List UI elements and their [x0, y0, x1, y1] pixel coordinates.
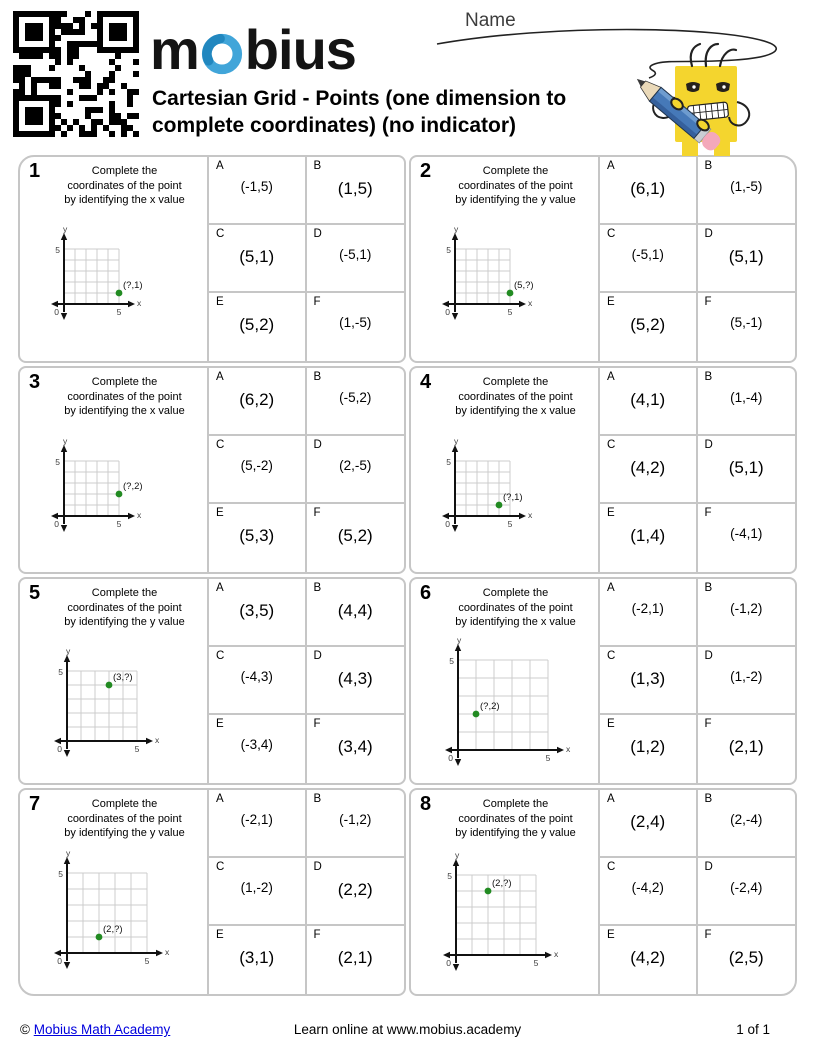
- option-value: (1,2): [630, 737, 666, 756]
- answer-option-e[interactable]: [209, 504, 307, 572]
- answer-option-c[interactable]: [600, 225, 698, 293]
- option-letter: C: [607, 228, 616, 240]
- option-value: (5,2): [337, 526, 373, 545]
- answer-option-f[interactable]: [698, 926, 796, 994]
- problem-number: 5: [29, 582, 41, 604]
- svg-text:(?,1): (?,1): [503, 492, 523, 503]
- option-value: (5,-2): [240, 458, 273, 473]
- answer-option-c[interactable]: [600, 858, 698, 926]
- answer-option-f[interactable]: [307, 504, 405, 572]
- option-letter: C: [607, 650, 616, 662]
- option-value: (2,-5): [339, 458, 372, 473]
- answer-grid: [207, 790, 404, 994]
- answer-option-b[interactable]: [698, 157, 796, 225]
- answer-option-b[interactable]: [307, 790, 405, 858]
- mascot-hair: [691, 44, 736, 66]
- answer-option-a[interactable]: [209, 368, 307, 436]
- svg-text:x: x: [165, 947, 170, 957]
- answer-option-b[interactable]: [698, 790, 796, 858]
- name-label: Name: [465, 10, 516, 31]
- logo-text-m: m: [150, 18, 199, 81]
- answer-option-e[interactable]: [600, 926, 698, 994]
- name-line: [437, 30, 776, 79]
- option-value: (-1,2): [730, 601, 763, 616]
- option-value: (-4,1): [730, 526, 763, 541]
- answer-grid: [207, 368, 404, 572]
- option-letter: F: [704, 929, 712, 941]
- svg-text:5: 5: [58, 667, 63, 677]
- option-value: (2,1): [337, 948, 373, 967]
- option-value: (4,3): [337, 669, 373, 688]
- problem-5: [18, 577, 406, 785]
- problem-number: 7: [29, 793, 41, 815]
- answer-option-a[interactable]: [600, 157, 698, 225]
- option-letter: E: [216, 929, 224, 941]
- option-value: (1,-5): [339, 315, 372, 330]
- option-letter: D: [704, 861, 713, 873]
- coordinate-grid: [51, 848, 193, 978]
- answer-option-d[interactable]: [307, 858, 405, 926]
- option-letter: F: [313, 718, 321, 730]
- option-value: (1,4): [630, 526, 666, 545]
- svg-text:y: y: [66, 646, 71, 656]
- svg-text:(5,?): (5,?): [514, 280, 534, 291]
- svg-text:0: 0: [445, 519, 450, 529]
- option-value: (-5,1): [339, 247, 372, 262]
- option-letter: D: [704, 650, 713, 662]
- problem-instruction: Complete the coordinates of the point by identifying the x value: [64, 165, 185, 207]
- option-value: (5,2): [630, 315, 666, 334]
- option-value: (1,-2): [730, 669, 763, 684]
- option-letter: C: [607, 439, 616, 451]
- option-value: (3,4): [337, 737, 373, 756]
- svg-text:5: 5: [116, 307, 122, 317]
- option-value: (-4,3): [240, 669, 273, 684]
- svg-text:y: y: [454, 436, 459, 446]
- svg-text:0: 0: [54, 519, 59, 529]
- answer-option-d[interactable]: [698, 436, 796, 504]
- svg-text:5: 5: [507, 307, 513, 317]
- option-value: (-3,4): [240, 737, 273, 752]
- answer-option-f[interactable]: [307, 293, 405, 361]
- logo-o-icon: [200, 32, 244, 76]
- problem-instruction: Complete the coordinates of the point by identifying the x value: [455, 376, 576, 418]
- option-value: (4,2): [630, 948, 666, 967]
- svg-text:5: 5: [55, 457, 60, 467]
- option-value: (-2,1): [240, 812, 273, 827]
- answer-option-f[interactable]: [307, 715, 405, 783]
- problems-grid: [18, 155, 797, 996]
- option-value: (-4,2): [631, 880, 664, 895]
- title-line-2: complete coordinates) (no indicator): [152, 113, 517, 137]
- option-value: (-1,5): [240, 179, 273, 194]
- option-value: (3,1): [239, 948, 275, 967]
- option-letter: B: [313, 793, 322, 805]
- problem-number: 8: [420, 793, 432, 815]
- option-letter: B: [704, 582, 713, 594]
- svg-text:0: 0: [446, 958, 451, 968]
- problem-7: [18, 788, 406, 996]
- option-letter: B: [704, 371, 713, 383]
- svg-text:x: x: [528, 510, 533, 520]
- answer-option-c[interactable]: [209, 436, 307, 504]
- option-letter: A: [216, 160, 224, 172]
- coordinate-grid: [439, 436, 556, 541]
- option-value: (6,1): [630, 179, 666, 198]
- mascot-mouth: [687, 102, 728, 121]
- svg-text:(?,2): (?,2): [480, 701, 500, 712]
- coordinate-grid: [440, 850, 582, 980]
- answer-grid: [207, 579, 404, 783]
- option-letter: E: [216, 718, 224, 730]
- answer-option-c[interactable]: [209, 647, 307, 715]
- mobius-logo: [150, 18, 356, 81]
- question-area: [20, 368, 207, 572]
- answer-option-e[interactable]: [600, 715, 698, 783]
- answer-option-d[interactable]: [307, 647, 405, 715]
- page-footer: [0, 1022, 815, 1044]
- coordinate-grid: [439, 224, 556, 329]
- logo-text-bius: bius: [244, 18, 356, 81]
- svg-text:5: 5: [447, 871, 452, 881]
- option-letter: C: [607, 861, 616, 873]
- svg-text:0: 0: [445, 307, 450, 317]
- qr-code: [10, 8, 142, 140]
- answer-option-e[interactable]: [600, 293, 698, 361]
- problem-4: [409, 366, 797, 574]
- option-letter: A: [216, 371, 224, 383]
- answer-option-b[interactable]: [698, 579, 796, 647]
- page-number: 1 of 1: [736, 1022, 770, 1037]
- option-value: (4,2): [630, 458, 666, 477]
- svg-text:y: y: [63, 224, 68, 234]
- option-value: (5,1): [728, 458, 764, 477]
- answer-option-e[interactable]: [209, 926, 307, 994]
- option-letter: B: [313, 582, 322, 594]
- svg-text:y: y: [455, 850, 460, 860]
- option-letter: B: [313, 160, 322, 172]
- option-letter: A: [607, 793, 615, 805]
- answer-option-d[interactable]: [307, 225, 405, 293]
- svg-text:x: x: [554, 949, 559, 959]
- option-value: (5,2): [239, 315, 275, 334]
- option-value: (-5,2): [339, 390, 372, 405]
- problem-instruction: Complete the coordinates of the point by identifying the y value: [64, 587, 185, 629]
- answer-option-c[interactable]: [209, 858, 307, 926]
- svg-text:5: 5: [55, 245, 60, 255]
- option-letter: F: [313, 296, 321, 308]
- option-value: (-2,1): [631, 601, 664, 616]
- answer-option-d[interactable]: [698, 225, 796, 293]
- option-letter: E: [216, 507, 224, 519]
- answer-grid: [598, 157, 795, 361]
- svg-text:0: 0: [57, 956, 62, 966]
- svg-text:5: 5: [58, 869, 63, 879]
- option-letter: F: [704, 718, 712, 730]
- option-value: (2,4): [630, 812, 666, 831]
- question-area: [411, 368, 598, 572]
- answer-option-b[interactable]: [307, 579, 405, 647]
- option-letter: E: [607, 296, 615, 308]
- option-value: (2,-4): [730, 812, 763, 827]
- answer-option-b[interactable]: [307, 368, 405, 436]
- answer-option-a[interactable]: [209, 790, 307, 858]
- svg-text:y: y: [457, 635, 462, 645]
- option-letter: D: [704, 228, 713, 240]
- answer-option-c[interactable]: [600, 647, 698, 715]
- problem-2: [409, 155, 797, 363]
- svg-text:5: 5: [116, 519, 122, 529]
- option-letter: D: [313, 650, 322, 662]
- svg-text:5: 5: [144, 956, 150, 966]
- option-value: (6,2): [239, 390, 275, 409]
- problem-number: 4: [420, 371, 432, 393]
- question-area: [411, 157, 598, 361]
- question-area: [20, 579, 207, 783]
- svg-text:(3,?): (3,?): [113, 672, 133, 683]
- answer-option-a[interactable]: [600, 579, 698, 647]
- svg-text:(2,?): (2,?): [103, 924, 123, 935]
- option-value: (5,3): [239, 526, 275, 545]
- svg-text:(2,?): (2,?): [492, 878, 512, 889]
- option-letter: D: [313, 861, 322, 873]
- problem-instruction: Complete the coordinates of the point by identifying the y value: [455, 165, 576, 207]
- option-letter: D: [704, 439, 713, 451]
- answer-option-f[interactable]: [307, 926, 405, 994]
- option-letter: C: [216, 439, 225, 451]
- option-value: (2,2): [337, 880, 373, 899]
- coordinate-grid: [48, 224, 165, 329]
- footer-center-text: Learn online at www.mobius.academy: [293, 1022, 522, 1037]
- answer-option-d[interactable]: [698, 647, 796, 715]
- svg-text:5: 5: [507, 519, 513, 529]
- svg-text:5: 5: [446, 457, 451, 467]
- option-letter: F: [313, 929, 321, 941]
- option-letter: A: [607, 371, 615, 383]
- option-letter: A: [607, 582, 615, 594]
- answer-option-c[interactable]: [600, 436, 698, 504]
- problem-instruction: Complete the coordinates of the point by identifying the y value: [64, 798, 185, 840]
- svg-text:x: x: [155, 735, 160, 745]
- footer-link[interactable]: Mobius Math Academy: [33, 1022, 171, 1037]
- option-value: (5,1): [728, 247, 764, 266]
- problem-number: 2: [420, 160, 432, 182]
- option-value: (4,1): [630, 390, 666, 409]
- option-letter: A: [607, 160, 615, 172]
- title-line-1: Cartesian Grid - Points (one dimension to: [152, 87, 567, 110]
- answer-option-f[interactable]: [698, 715, 796, 783]
- copyright-symbol: ©: [20, 1022, 30, 1037]
- option-value: (1,5): [337, 179, 373, 198]
- option-letter: D: [313, 439, 322, 451]
- option-letter: E: [216, 296, 224, 308]
- option-value: (3,5): [239, 601, 275, 620]
- answer-option-a[interactable]: [209, 157, 307, 225]
- answer-option-a[interactable]: [209, 579, 307, 647]
- svg-text:0: 0: [57, 744, 62, 754]
- answer-option-d[interactable]: [307, 436, 405, 504]
- svg-text:5: 5: [446, 245, 451, 255]
- question-area: [411, 579, 598, 783]
- option-letter: D: [313, 228, 322, 240]
- option-letter: C: [216, 228, 225, 240]
- option-letter: A: [216, 582, 224, 594]
- svg-text:0: 0: [448, 753, 453, 763]
- svg-text:x: x: [137, 510, 142, 520]
- answer-option-f[interactable]: [698, 504, 796, 572]
- answer-grid: [598, 368, 795, 572]
- svg-text:x: x: [528, 298, 533, 308]
- option-value: (1,-5): [730, 179, 763, 194]
- problem-number: 6: [420, 582, 432, 604]
- svg-text:5: 5: [533, 958, 539, 968]
- svg-text:y: y: [454, 224, 459, 234]
- option-value: (4,4): [337, 601, 373, 620]
- answer-grid: [598, 579, 795, 783]
- answer-grid: [207, 157, 404, 361]
- option-value: (2,5): [728, 948, 764, 967]
- answer-grid: [598, 790, 795, 994]
- option-letter: A: [216, 793, 224, 805]
- svg-text:x: x: [137, 298, 142, 308]
- option-letter: F: [704, 507, 712, 519]
- svg-text:(?,2): (?,2): [123, 481, 143, 492]
- answer-option-e[interactable]: [209, 715, 307, 783]
- option-letter: F: [313, 507, 321, 519]
- option-letter: B: [704, 793, 713, 805]
- problem-number: 1: [29, 160, 41, 182]
- option-value: (1,-4): [730, 390, 763, 405]
- svg-text:0: 0: [54, 307, 59, 317]
- svg-text:5: 5: [545, 753, 551, 763]
- option-letter: C: [216, 861, 225, 873]
- option-value: (5,-1): [730, 315, 763, 330]
- problem-instruction: Complete the coordinates of the point by identifying the x value: [455, 587, 576, 629]
- question-area: [20, 790, 207, 994]
- option-value: (2,1): [728, 737, 764, 756]
- svg-text:x: x: [566, 744, 571, 754]
- problem-8: [409, 788, 797, 996]
- option-letter: B: [313, 371, 322, 383]
- question-area: [20, 157, 207, 361]
- option-letter: E: [607, 718, 615, 730]
- problem-number: 3: [29, 371, 41, 393]
- option-value: (-5,1): [631, 247, 664, 262]
- option-letter: E: [607, 929, 615, 941]
- option-value: (-2,4): [730, 880, 763, 895]
- option-value: (5,1): [239, 247, 275, 266]
- answer-option-d[interactable]: [698, 858, 796, 926]
- pencil-icon: [631, 72, 723, 153]
- worksheet-title: [152, 86, 566, 140]
- svg-text:(?,1): (?,1): [123, 280, 143, 291]
- svg-text:5: 5: [134, 744, 140, 754]
- answer-option-b[interactable]: [307, 157, 405, 225]
- option-value: (1,-2): [240, 880, 273, 895]
- option-letter: F: [704, 296, 712, 308]
- problem-3: [18, 366, 406, 574]
- coordinate-grid: [442, 635, 594, 775]
- option-value: (1,3): [630, 669, 666, 688]
- coordinate-grid: [51, 646, 183, 766]
- answer-option-f[interactable]: [698, 293, 796, 361]
- option-letter: B: [704, 160, 713, 172]
- answer-option-e[interactable]: [600, 504, 698, 572]
- answer-option-e[interactable]: [209, 293, 307, 361]
- problem-instruction: Complete the coordinates of the point by identifying the x value: [64, 376, 185, 418]
- problem-1: [18, 155, 406, 363]
- option-letter: E: [607, 507, 615, 519]
- coordinate-grid: [48, 436, 165, 541]
- question-area: [411, 790, 598, 994]
- svg-text:5: 5: [449, 656, 454, 666]
- mascot-eyes: [686, 82, 730, 92]
- svg-text:y: y: [66, 848, 71, 858]
- svg-text:y: y: [63, 436, 68, 446]
- problem-6: [409, 577, 797, 785]
- option-letter: C: [216, 650, 225, 662]
- copyright-line: [20, 1022, 170, 1037]
- answer-option-a[interactable]: [600, 368, 698, 436]
- option-value: (-1,2): [339, 812, 372, 827]
- answer-option-b[interactable]: [698, 368, 796, 436]
- answer-option-a[interactable]: [600, 790, 698, 858]
- answer-option-c[interactable]: [209, 225, 307, 293]
- problem-instruction: Complete the coordinates of the point by identifying the y value: [455, 798, 576, 840]
